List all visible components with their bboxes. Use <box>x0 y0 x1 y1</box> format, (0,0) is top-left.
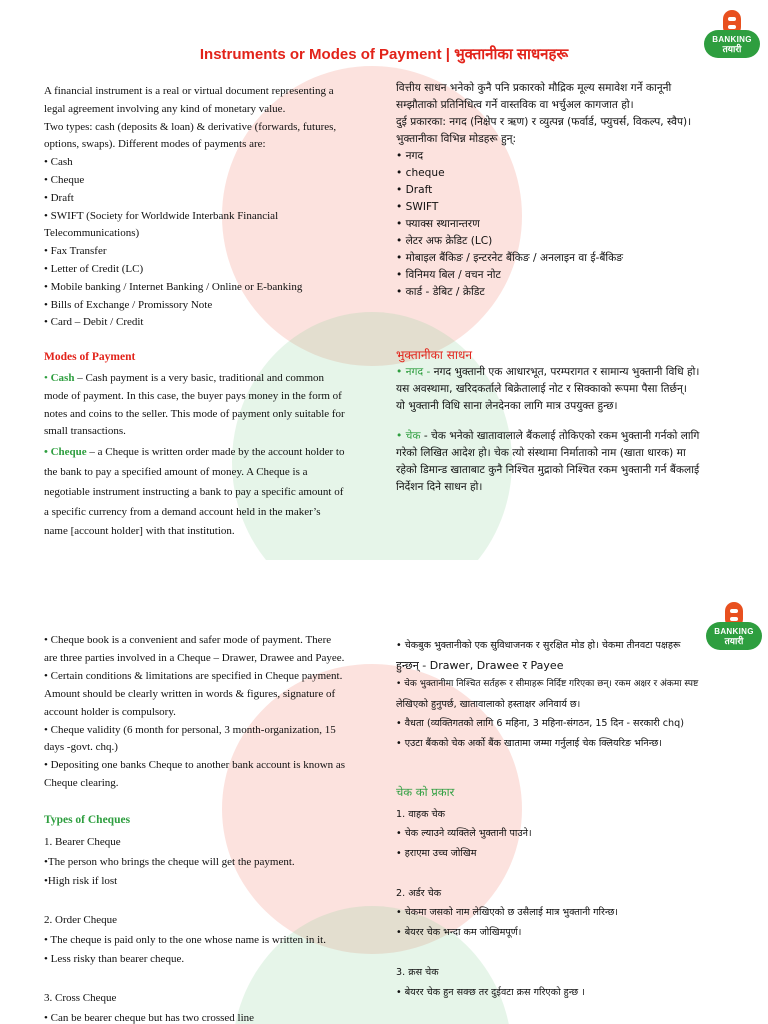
english-column <box>44 83 374 541</box>
text-line: सम्झौताको प्रतिनिधित्व गर्ने वास्तविक वा भर्चुअल कागजात हो। <box>396 99 634 111</box>
modes-list-np <box>396 148 746 301</box>
list-item: • Card – Debit / Credit <box>44 316 144 329</box>
text-line: small transactions. <box>44 425 126 438</box>
banking-tayari-logo: BANKING तयारी <box>704 8 760 64</box>
list-item: • बेयरर चेक हुन सक्छ तर दुईवटा क्रस गरिएको हुन्छ । <box>396 986 585 998</box>
list-item: • चेकमा जसको नाम लेखिएको छ उसैलाई मात्र भुक्तानी गरिन्छ। <box>396 907 619 919</box>
text-line: • एउटा बैंकको चेक अर्को बैंक खातामा जम्मा गर्नुलाई चेक क्लियरिङ भनिन्छ। <box>396 737 662 749</box>
list-item: • बेयरर चेक भन्दा कम जोखिमपूर्ण। <box>396 927 522 939</box>
list-spacer <box>396 943 746 963</box>
section-heading-np: भुक्तानीका साधन <box>396 348 472 362</box>
text-line: the bank to pay a specified amount of money. A Cheque is a <box>44 465 308 478</box>
intro-text-np <box>396 80 746 148</box>
list-item: • Mobile banking / Internet Banking / Online or E-banking <box>44 280 303 293</box>
text-line: • Certain conditions & limitations are specified in Cheque payment. <box>44 669 343 682</box>
list-item: • हराएमा उच्च जोखिम <box>396 848 477 860</box>
text-line: नगद भुक्तानी एक आधारभूत, परम्परागत र सामान्य भुक्तानी विधि हो। <box>430 366 700 378</box>
list-spacer <box>396 864 746 884</box>
text-line: - चेक भनेको खातावालाले बैंकलाई तोकिएको रकम भुक्तानी गर्नको लागि <box>420 430 700 442</box>
text-line: – Cash payment is a very basic, traditional and common <box>74 371 325 384</box>
cheque-notes-np <box>396 636 746 753</box>
cheque-keyword: • Cheque <box>44 446 87 459</box>
list-item: • Less risky than bearer cheque. <box>44 953 185 966</box>
list-item: • Letter of Credit (LC) <box>44 262 144 275</box>
section-heading: Types of Cheques <box>44 814 131 827</box>
cash-paragraph <box>44 370 374 441</box>
intro-text <box>44 83 374 154</box>
list-item: 3. Cross Cheque <box>44 992 117 1005</box>
list-item: 3. क्रस चेक <box>396 966 439 978</box>
list-item: • SWIFT (Society for Worldwide Interbank Financial <box>44 209 279 222</box>
list-item: • cheque <box>396 167 445 179</box>
text-line: लेखिएको हुनुपर्छ, खातावालाको हस्ताक्षर अनिवार्य छ। <box>396 698 581 710</box>
page-separator <box>0 560 768 596</box>
text-line: • Cheque book is a convenient and safer mode of payment. There <box>44 634 332 646</box>
list-item: •The person who brings the cheque will get the payment. <box>44 855 295 868</box>
list-item: • The cheque is paid only to the one whose name is written in it. <box>44 933 326 946</box>
list-item: 1. वाहक चेक <box>396 808 445 820</box>
nepali-column <box>396 80 746 496</box>
text-line: निर्देशन दिने साधन हो। <box>396 481 483 493</box>
list-item: • चेक ल्याउने व्यक्तिले भुक्तानी पाउने। <box>396 828 532 840</box>
text-line: account holder is compulsory. <box>44 705 176 718</box>
text-line: • Depositing one banks Cheque to another bank account is known as <box>44 759 346 772</box>
text-line: a specific currency from a demand account held in the maker’s <box>44 505 321 518</box>
list-item: • लेटर अफ क्रेडिट (LC) <box>396 235 493 247</box>
nepali-column <box>396 636 746 1002</box>
cash-keyword-np: • नगद - <box>396 366 431 378</box>
list-item: • Cheque <box>44 173 85 186</box>
list-item: • Can be bearer cheque but has two crossed line <box>44 1011 255 1024</box>
list-item: • Bills of Exchange / Promissory Note <box>44 298 213 311</box>
english-column <box>44 632 374 1024</box>
text-line: are three parties involved in a Cheque – Drawer, Drawee and Payee. <box>44 651 345 664</box>
list-item: 1. Bearer Cheque <box>44 836 121 849</box>
list-item: • कार्ड - डेबिट / क्रेडिट <box>396 286 485 298</box>
list-item: • फ्याक्स स्थानान्तरण <box>396 218 480 230</box>
cash-keyword: Cash <box>50 371 75 384</box>
text-line: भुक्तानीका विभिन्न मोडहरू हुन्: <box>396 133 517 145</box>
list-item: • Fax Transfer <box>44 245 107 258</box>
document-page-2 <box>0 596 768 1024</box>
section-heading: Modes of Payment <box>44 351 136 364</box>
list-item: 2. Order Cheque <box>44 914 118 927</box>
list-item: • मोबाइल बैंकिङ / इन्टरनेट बैंकिङ / अनलाइन वा ई-बैंकिङ <box>396 252 624 264</box>
list-spacer <box>44 970 374 990</box>
text-line: वित्तीय साधन भनेको कुनै पनि प्रकारको मौद्रिक मूल्य समावेश गर्ने कानूनी <box>396 82 672 94</box>
text-line: days -govt. chq.) <box>44 741 118 754</box>
text-line: • Cheque validity (6 month for personal, 3 month-organization, 15 <box>44 723 336 736</box>
text-line: दुई प्रकारका: नगद (निक्षेप र ऋण) र व्युत्पन्न (फर्वार्ड, फ्युचर्स, विकल्प, स्वैप)। <box>396 116 692 128</box>
list-spacer <box>44 892 374 912</box>
list-item: • SWIFT <box>396 201 439 213</box>
text-line: • चेक भुक्तानीमा निश्चित सर्तहरू र सीमाहरू निर्दिष्ट गरिएका छन्। रकम अक्षर र अंकमा स्पष्ट <box>396 679 699 689</box>
list-item: Telecommunications) <box>44 227 140 240</box>
list-item: • Cash <box>44 156 73 169</box>
text-line: legal agreement involving any kind of monetary value. <box>44 102 286 115</box>
banking-tayari-logo: BANKING तयारी <box>706 600 762 656</box>
text-line: options, swaps). Different modes of payments are: <box>44 138 266 151</box>
list-item: •High risk if lost <box>44 875 118 888</box>
cheque-keyword-np: • चेक <box>396 430 421 442</box>
bullet: • <box>44 371 51 384</box>
cheque-notes <box>44 632 374 793</box>
text-line: Cheque clearing. <box>44 777 119 790</box>
text-line: mode of payment. In this case, the buyer pays money in the form of <box>44 389 342 402</box>
text-line: negotiable instrument instructing a bank to pay a specific amount of <box>44 485 344 498</box>
cheque-paragraph-np <box>396 428 746 496</box>
cash-paragraph-np <box>396 364 746 415</box>
text-line: Amount should be clearly written in words & figures, signature of <box>44 687 336 700</box>
list-item: 2. अर्डर चेक <box>396 887 442 899</box>
text-line: हुन्छन् - Drawer, Drawee र Payee <box>396 658 564 672</box>
text-line: notes and coins to the seller. This mode of payment only suitable for <box>44 407 345 420</box>
text-line: A financial instrument is a real or virtual document representing a <box>44 85 334 97</box>
text-line: Two types: cash (deposits & loan) & derivative (forwards, futures, <box>44 120 337 133</box>
text-line: यो भुक्तानी विधि साना लेनदेनका लागि मात्र उपयुक्त हुन्छ। <box>396 400 618 412</box>
modes-list <box>44 154 374 332</box>
cheque-paragraph <box>44 444 374 541</box>
section-heading-np: चेक को प्रकार <box>396 785 455 799</box>
list-item: • विनिमय बिल / वचन नोट <box>396 269 501 281</box>
text-line: name [account holder] with that institution. <box>44 525 235 538</box>
list-item: • नगद <box>396 150 424 162</box>
list-item: • Draft <box>44 191 74 204</box>
text-line: • चेकबुक भुक्तानीको एक सुविधाजनक र सुरक्षित मोड हो। चेकमा तीनवटा पक्षहरू <box>396 640 681 651</box>
text-line: – a Cheque is written order made by the account holder to <box>86 446 345 459</box>
cheque-types-list <box>44 833 374 1024</box>
cheque-types-list-np <box>396 805 746 1003</box>
list-item: • Draft <box>396 184 433 196</box>
page-title: Instruments or Modes of Payment | भुक्तानीका साधनहरू <box>199 46 569 63</box>
text-line: • वैधता (व्यक्तिगतको लागि 6 महिना, 3 महिना-संगठन, 15 दिन - सरकारी chq) <box>396 718 684 729</box>
text-line: रहेको डिमान्ड खाताबाट कुनै निश्चित मुद्राको निश्चित रकम भुक्तानी गर्न बैंकलाई <box>396 464 700 476</box>
text-line: गरेको लिखित आदेश हो। चेक त्यो संस्थामा निर्माताको नाम (खाता धारक) मा <box>396 447 686 459</box>
text-line: यस अवस्थामा, खरिदकर्ताले बिक्रेतालाई नोट र सिक्काको रूपमा पैसा तिर्छन्। <box>396 383 687 395</box>
